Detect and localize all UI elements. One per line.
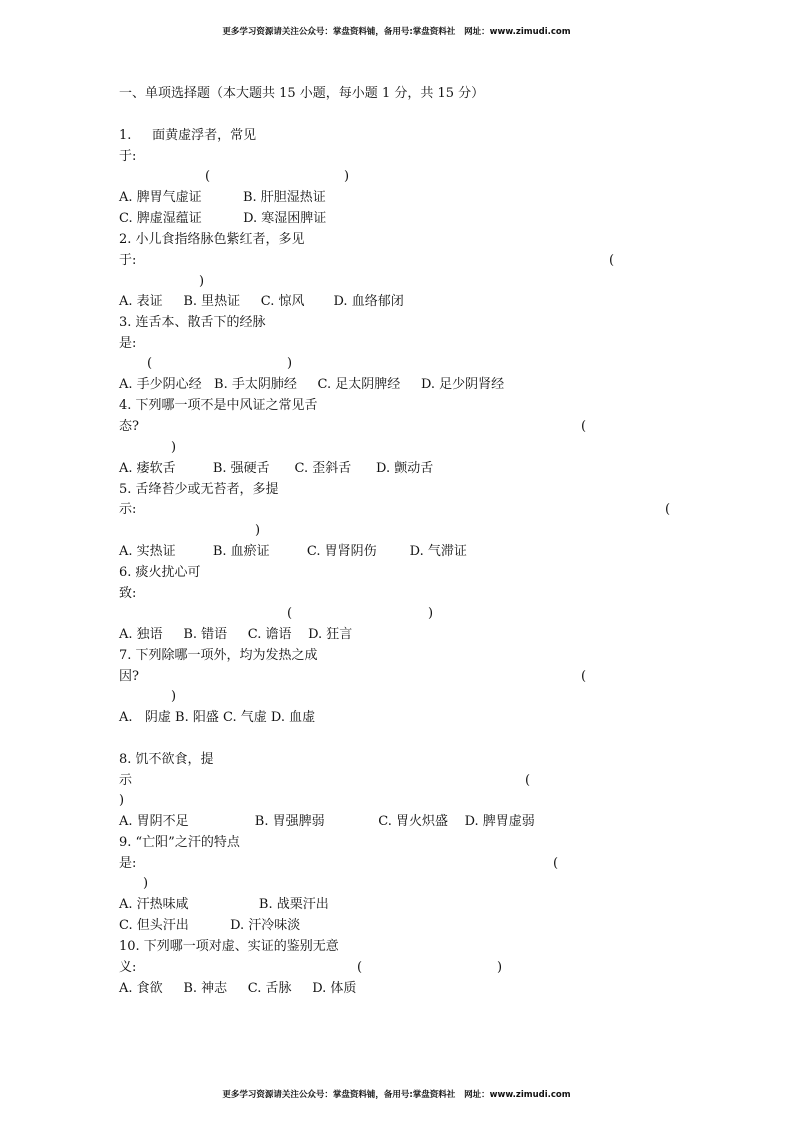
question-6-paren-close: ) <box>428 606 434 621</box>
question-2-stem: 2. 小儿食指络脉色紫红者，多见 <box>119 232 305 247</box>
question-1-options-cd: C. 脾虚湿蕴证 D. 寒湿困脾证 <box>119 211 327 226</box>
question-3-options: A. 手少阴心经 B. 手太阴肺经 C. 足太阴脾经 D. 足少阴肾经 <box>119 377 505 392</box>
question-4-stem: 4. 下列哪一项不是中风证之常见舌 <box>119 398 318 413</box>
question-8-stem: 8. 饥不欲食，提 <box>119 752 214 767</box>
question-10-options: A. 食欲 B. 神志 C. 舌脉 D. 体质 <box>119 981 357 996</box>
question-4-paren-close: ) <box>171 440 177 455</box>
section-title: 一、单项选择题（本大题共 15 小题，每小题 1 分，共 15 分） <box>119 86 485 101</box>
question-7-paren-open: ( <box>581 669 587 684</box>
question-2-paren-open: ( <box>609 253 615 268</box>
question-1-options-ab: A. 脾胃气虚证 B. 肝胆湿热证 <box>119 190 326 205</box>
question-2-options: A. 表证 B. 里热证 C. 惊风 D. 血络郁闭 <box>119 294 404 309</box>
question-9-paren-close: ) <box>143 876 149 891</box>
question-2-paren-close: ) <box>199 274 205 289</box>
question-9-stem-cont: 是: <box>119 856 137 871</box>
question-8-paren-close: ) <box>119 793 125 808</box>
question-6-paren-open: ( <box>287 606 293 621</box>
question-1-stem-cont: 于: <box>119 149 137 164</box>
question-7-options: A. 阴虚 B. 阳盛 C. 气虚 D. 血虚 <box>119 710 316 725</box>
question-3-paren-close: ) <box>287 356 293 371</box>
question-10-paren-open: ( <box>357 960 363 975</box>
question-8-paren-open: ( <box>525 773 531 788</box>
question-4-options: A. 痿软舌 B. 强硬舌 C. 歪斜舌 D. 颤动舌 <box>119 461 434 476</box>
page-footer: 更多学习资源请关注公众号：掌盘资料铺，备用号:掌盘资料社 网址：www.zimudi.com <box>222 1090 571 1100</box>
question-9-stem: 9. “亡阳”之汗的特点 <box>119 835 240 850</box>
question-10-stem: 10. 下列哪一项对虚、实证的鉴别无意 <box>119 939 339 954</box>
question-6-stem-cont: 致: <box>119 586 137 601</box>
question-2-stem-cont: 于: <box>119 253 137 268</box>
question-5-paren-close: ) <box>255 523 261 538</box>
question-7-paren-close: ) <box>171 689 177 704</box>
question-9-paren-open: ( <box>553 856 559 871</box>
question-4-stem-cont: 态? <box>119 419 139 434</box>
page-header: 更多学习资源请关注公众号：掌盘资料铺，备用号:掌盘资料社 网址：www.zimudi.com <box>222 27 571 37</box>
question-1-stem: 1. 面黄虚浮者，常见 <box>119 128 257 143</box>
question-4-paren-open: ( <box>581 419 587 434</box>
question-9-options-ab: A. 汗热味咸 B. 战栗汗出 <box>119 897 329 912</box>
question-5-options: A. 实热证 B. 血瘀证 C. 胃肾阴伤 D. 气滞证 <box>119 544 467 559</box>
question-7-stem-cont: 因? <box>119 669 139 684</box>
question-10-stem-cont: 义: <box>119 960 137 975</box>
question-5-stem: 5. 舌绛苔少或无苔者，多提 <box>119 482 279 497</box>
question-3-stem: 3. 连舌本、散舌下的经脉 <box>119 315 266 330</box>
question-5-stem-cont: 示: <box>119 502 137 517</box>
question-1-paren-open: ( <box>205 169 211 184</box>
question-7-stem: 7. 下列除哪一项外，均为发热之成 <box>119 648 318 663</box>
question-5-paren-open: ( <box>665 502 671 517</box>
question-6-stem: 6. 痰火扰心可 <box>119 565 201 580</box>
question-3-stem-cont: 是: <box>119 336 137 351</box>
question-3-paren-open: ( <box>147 356 153 371</box>
question-10-paren-close: ) <box>497 960 503 975</box>
question-8-options: A. 胃阴不足 B. 胃强脾弱 C. 胃火炽盛 D. 脾胃虚弱 <box>119 814 535 829</box>
question-9-options-cd: C. 但头汗出 D. 汗冷味淡 <box>119 918 301 933</box>
question-8-stem-cont: 示 <box>119 773 133 788</box>
question-6-options: A. 独语 B. 错语 C. 谵语 D. 狂言 <box>119 627 353 642</box>
question-1-paren-close: ) <box>344 169 350 184</box>
